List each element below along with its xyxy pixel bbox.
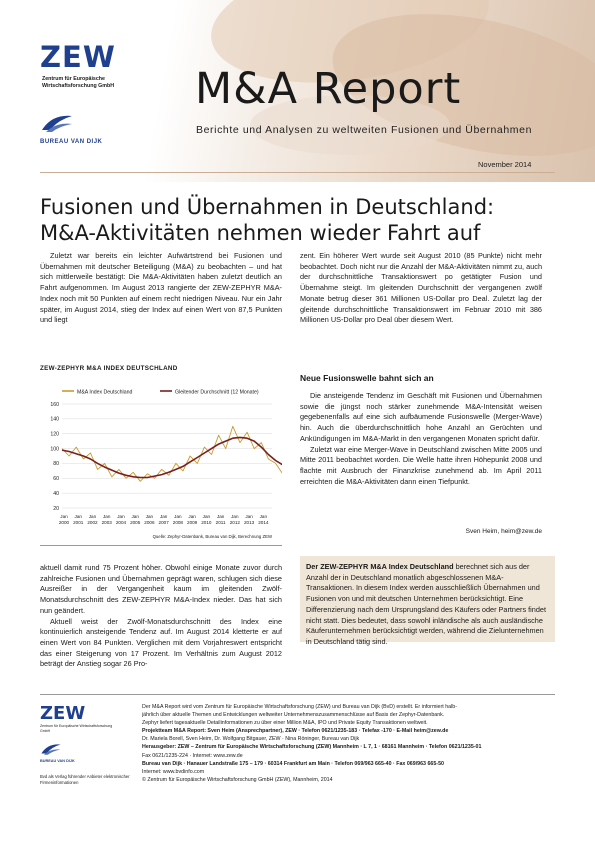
x-tick-label: Jan (245, 514, 253, 519)
bvd-logo-icon (40, 112, 74, 134)
footer-divider (40, 694, 555, 695)
x-tick-label: 2009 (187, 520, 198, 525)
info-box-lead: Der ZEW-ZEPHYR M&A Index Deutschland (306, 562, 454, 571)
y-tick-label: 160 (50, 401, 59, 408)
author-signature: Sven Heim, heim@zew.de (465, 528, 542, 535)
y-tick-label: 40 (53, 490, 59, 497)
imprint-line: Herausgeber: ZEW – Zentrum für Europäische Wirtschaftsforschung (ZEW) Mannheim · L 7, 1 · 68161 Mannheim · Telefon 0621/1235-01 (142, 744, 482, 751)
imprint-line: jährlich über aktuelle Themen und Entwicklungen weltweiter Unternehmenszusammenschlüsse auf Basis der Zephyr-Datenbank. (142, 712, 445, 719)
article-right-top (300, 251, 542, 326)
paragraph: Die ansteigende Tendenz im Geschäft mit Fusionen und Übernahmen sowie die jüngst noch stärker zunehmende M&A-Intensität weisen gegebenenfalls auf eine sich aufbäumende Fusionswelle (Merger-Wave) hin. Auch die überdurchschnittlich hohe Anzahl an Gerüchten und Ankündigungen im M&A-Markt in den vergangenen Monaten spricht dafür. (300, 391, 542, 443)
x-tick-label: Jan (174, 514, 182, 519)
x-tick-label: Jan (88, 514, 97, 519)
chart-divider (40, 545, 282, 546)
paragraph: Zuletzt war bereits ein leichter Aufwärtstrend bei Fusionen und Übernahmen mit deutscher Beteiligung (M&A) zu beobachten – und hat sich mittlerweile bestätigt: Die M&A-Aktivitäten haben zuletzt deutlich an Fahrt aufgenommen. Im August 2013 rangierte der ZEW-ZEPHYR M&A-Index noch mit 50 Punkten auf einem recht niedrigen Niveau. Nur ein Jahr später, im August 2014, stieg der Index auf einen Wert von 87,5 Punkten und liegt (40, 251, 282, 325)
chart (40, 378, 282, 543)
info-box-text: berechnet sich aus der Anzahl der in Deutschland monatlich abgeschlossenen M&A-Transaktionen. In diesem Index werden ausschließlich Übernahmen und Fusionen von und mit deutschen Unternehmen berücksichtigt. Eine Differenzierung nach dem Ursprungsland des Käufers oder Partners findet nicht statt. Dies bedeutet, dass sowohl inländische als auch ausländische Käuferunternehmen berücksichtigt werden, während die Zielunternehmen in Deutschland tätig sind. (306, 562, 546, 646)
y-tick-label: 20 (53, 505, 59, 512)
x-tick-label: Jan (188, 514, 196, 519)
x-tick-label: 2003 (101, 520, 112, 525)
imprint-line: Projektteam M&A Report: Sven Heim (Ansprechpartner), ZEW · Telefon 0621/1235-183 · Telefax -170 · E-Mail heim@zew.de (142, 728, 449, 735)
bvd-logo-text: BUREAU VAN DIJK (40, 139, 103, 145)
paragraph: Zuletzt war eine Merger-Wave in Deutschland zwischen Mitte 2005 und Mitte 2011 beobachtet worden. Die Welle hatte ihren Höhepunkt 2008 und flachte mit Ausbruch der Finanzkrise zunehmend ab. Im April 2011 erreichten die M&A-Aktivitäten dann einen Tiefpunkt. (300, 444, 542, 486)
x-tick-label: 2006 (144, 520, 155, 525)
x-tick-label: Jan (159, 514, 168, 519)
x-tick-label: Jan (202, 514, 211, 519)
footer-bvd-logo-icon (40, 742, 62, 756)
x-tick-label: 2014 (258, 520, 269, 525)
x-tick-label: Jan (60, 514, 68, 519)
headline-line-1: Fusionen und Übernahmen in Deutschland: (40, 195, 495, 219)
footer-bvd-text: BUREAU VAN DIJK (40, 759, 75, 763)
chart-title: ZEW-ZEPHYR M&A INDEX DEUTSCHLAND (40, 365, 178, 372)
article-left-bottom (40, 563, 282, 670)
y-tick-label: 140 (50, 416, 59, 423)
y-tick-label: 60 (53, 476, 59, 483)
article-right-mid (300, 391, 542, 487)
imprint-line: Fax 0621/1235-224 · Internet: www.zew.de (142, 752, 243, 759)
section-heading: Neue Fusionswelle bahnt sich an (300, 373, 434, 383)
divider (40, 172, 555, 173)
y-tick-label: 80 (53, 461, 59, 468)
x-tick-label: Jan (145, 514, 154, 519)
x-tick-label: 2008 (172, 520, 184, 525)
footer-zew-logo: ZEW (40, 703, 86, 724)
footer-imprint (142, 703, 555, 784)
headline-line-2: M&A-Aktivitäten nehmen wieder Fahrt auf (40, 221, 481, 245)
legend-label: M&A Index Deutschland (77, 389, 133, 396)
series-line-average (62, 437, 282, 477)
paragraph: Aktuell weist der Zwölf-Monatsdurchschnitt des Index eine kontinuierlich ansteigende Tendenz auf. Im August 2014 kletterte er auf einen Wert von 84 Punkten. Verglichen mit dem Vorjahreswert entspricht das einer Steigerung von 17 Prozent. Im Verhältnis zum August 2012 beträgt der Anstieg sogar 26 Pro- (40, 616, 282, 669)
x-tick-label: Jan (74, 514, 82, 519)
legend-label: Gleitender Durchschnitt (12 Monate) (175, 389, 259, 396)
x-tick-label: 2010 (201, 520, 212, 525)
x-tick-label: Jan (131, 514, 139, 519)
headline (40, 194, 560, 246)
x-tick-label: 2012 (229, 520, 240, 525)
zew-subtitle: Zentrum für Europäische Wirtschaftsforschung GmbH (42, 76, 115, 89)
y-tick-label: 100 (50, 446, 59, 453)
imprint-line: © Zentrum für Europäische Wirtschaftsforschung GmbH (ZEW), Mannheim, 2014 (142, 776, 333, 783)
footer-zew-subtitle: Zentrum für Europäische Wirtschaftsforschung GmbH (40, 724, 113, 733)
y-tick-label: 120 (50, 431, 59, 438)
x-tick-label: 2001 (73, 520, 84, 525)
imprint-line: Dr. Mariela Borell, Sven Heim, Dr. Wolfgang Bitgauer, ZEW · Nina Röninger, Bureau van Dijk (142, 736, 360, 743)
info-box (300, 556, 555, 646)
footer-bvd-note: Bvd als Verlag führender Anbieter elektronischer Firmeninformationen (40, 774, 130, 785)
report-title: M&A Report (195, 64, 462, 114)
x-tick-label: Jan (103, 514, 111, 519)
x-tick-label: 2004 (115, 520, 127, 525)
x-tick-label: 2011 (215, 520, 226, 525)
x-tick-label: 2005 (130, 520, 141, 525)
x-tick-label: Jan (231, 514, 239, 519)
series-line-index (62, 426, 282, 481)
report-date: November 2014 (478, 160, 532, 169)
x-tick-label: 2013 (243, 520, 255, 525)
chart-source: Quelle: Zephyr-Datenbank, Bureau van Dijk, Berechnung ZEW (152, 534, 272, 539)
x-tick-label: 2000 (58, 520, 70, 525)
imprint-line: Bureau van Dijk · Hanauer Landstraße 175 – 179 · 60314 Frankfurt am Main · Telefon 069/963 665-40 · Fax 069/963 665-50 (142, 760, 444, 767)
zew-logo: ZEW (40, 40, 116, 74)
x-tick-label: 2002 (87, 520, 98, 525)
paragraph: aktuell damit rund 75 Prozent höher. Obwohl einige Monate zuvor durch zahlreiche Fusionen und Übernahmen geprägt waren, schlugen sich diese Ausreißer in der Vergangenheit kaum im gleitenden Zwölf-Monatsdurchschnitt des ZEW-ZEPHYR M&A-Index nieder. Das hat sich nun geändert. (40, 563, 282, 615)
x-tick-label: 2007 (158, 520, 169, 525)
imprint-line: Der M&A Report wird vom Zentrum für Europäische Wirtschaftsforschung (ZEW) und Bureau van Dijk (BvD) erstellt. Er informiert halb- (142, 704, 457, 710)
x-tick-label: Jan (117, 514, 125, 519)
x-tick-label: Jan (216, 514, 225, 519)
imprint-line: Internet: www.bvdinfo.com (142, 768, 205, 775)
chart-svg (40, 378, 282, 543)
x-tick-label: Jan (259, 514, 268, 519)
paragraph: zent. Ein höherer Wert wurde seit August 2010 (85 Punkte) nicht mehr beobachtet. Doch nicht nur die Anzahl der M&A-Aktivitäten nimmt zu, auch der durchschnittliche Transaktionswert po getätigter Fusion und Übernahme steigt. Im gleitenden Durchschnitt der vergangenen zwölf Monate betrug dieser 361 Millionen US-Dollar pro Deal. Zuletzt lag der gleitende durchschnittliche Transaktionswert im Februar 2010 mit 386 Millionen US-Dollar pro Deal über diesem Wert. (300, 251, 542, 325)
article-left-top (40, 251, 282, 326)
report-subtitle: Berichte und Analysen zu weltweiten Fusionen und Übernahmen (196, 124, 533, 136)
imprint-line: Zephyr liefert tagesaktuelle Detailinformationen zu über einer Million M&A, IPO und Private Equity Transaktionen weltweit. (142, 720, 428, 727)
